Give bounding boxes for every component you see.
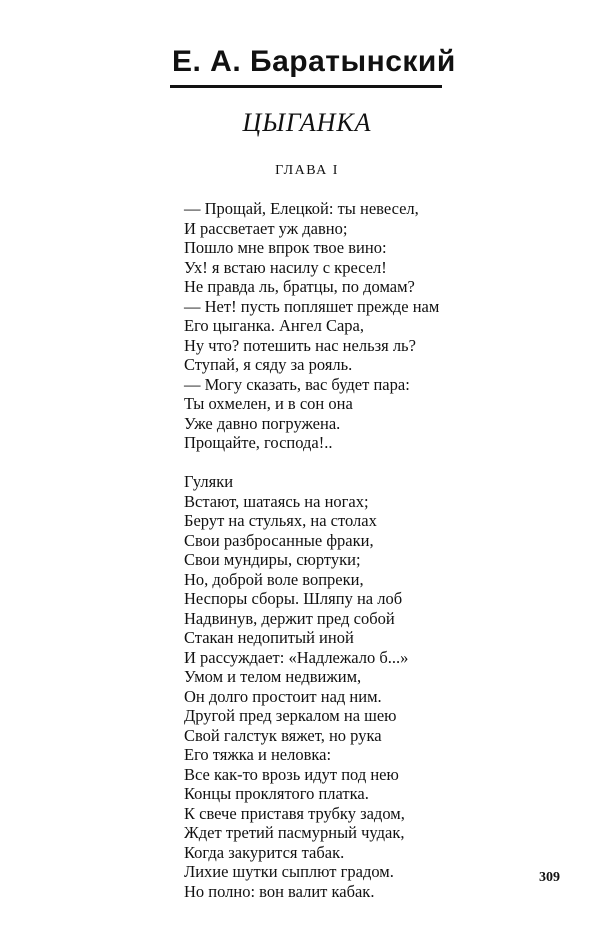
- verse-line: — Прощай, Елецкой: ты невесел,: [184, 199, 419, 218]
- verse-line: Гуляки: [184, 472, 234, 491]
- verse-line: Неспоры сборы. Шляпу на лоб: [184, 589, 403, 608]
- verse-line: Когда закурится табак.: [184, 842, 345, 862]
- verse-line: К свече приставя трубку задом,: [184, 803, 405, 823]
- heading-rule: [170, 85, 442, 88]
- verse-line: Его цыганка. Ангел Сара,: [184, 316, 364, 335]
- verse-line: Но, доброй воле вопреки,: [184, 569, 364, 589]
- verse-line: Свои разбросанные фраки,: [184, 530, 374, 550]
- verse-line: Надвинув, держит пред собой: [184, 608, 395, 628]
- verse-line: Встают, шатаясь на ногах;: [184, 491, 369, 511]
- verse-line: Ждет третий пасмурный чудак,: [184, 823, 405, 842]
- verse-line: Другой пред зеркалом на шею: [184, 706, 397, 725]
- verse-line: Уже давно погружена.: [184, 413, 341, 433]
- verse-line: Его тяжка и неловка:: [184, 745, 332, 764]
- verse-line: Не правда ль, братцы, по домам?: [184, 277, 415, 296]
- verse-line: — Могу сказать, вас будет пара:: [184, 374, 410, 394]
- verse-line: — Нет! пусть попляшет прежде нам: [184, 296, 440, 316]
- verse-line: Лихие шутки сыплют градом.: [184, 862, 394, 881]
- stanza-break: [184, 453, 484, 473]
- verse-line: Но полно: вон валит кабак.: [184, 881, 375, 901]
- verse-line: Ты охмелен, и в сон она: [184, 394, 353, 413]
- verse-line: Все как-то врозь идут под нею: [184, 764, 399, 784]
- verse-line: Берут на стульях, на столах: [184, 511, 377, 530]
- verse-line: Ступай, я сяду за рояль.: [184, 355, 353, 374]
- chapter-heading: ГЛАВА I: [275, 163, 339, 178]
- verse-line: Он долго простоит над ним.: [184, 686, 382, 706]
- page-number: 309: [539, 870, 560, 885]
- poem-title: ЦЫГАНКА: [242, 108, 372, 137]
- verse-line: И рассветает уж давно;: [184, 218, 348, 238]
- verse-line: Прощайте, господа!..: [184, 433, 333, 452]
- verse-line: Пошло мне впрок твое вино:: [184, 238, 387, 257]
- verse-line: Ну что? потешить нас нельзя ль?: [184, 335, 416, 355]
- verse-line: Свой галстук вяжет, но рука: [184, 725, 382, 745]
- verse-line: И рассуждает: «Надлежало б...»: [184, 647, 409, 667]
- verse-line: Свои мундиры, сюртуки;: [184, 550, 361, 569]
- verse-line: Ух! я встаю насилу с кресел!: [184, 257, 387, 277]
- verse-line: Концы проклятого платка.: [184, 784, 369, 803]
- author-heading: Е. А. Баратынский: [172, 45, 456, 78]
- verse-line: Умом и телом недвижим,: [184, 667, 362, 686]
- poem-body: [184, 199, 484, 901]
- verse-line: Стакан недопитый иной: [184, 628, 354, 647]
